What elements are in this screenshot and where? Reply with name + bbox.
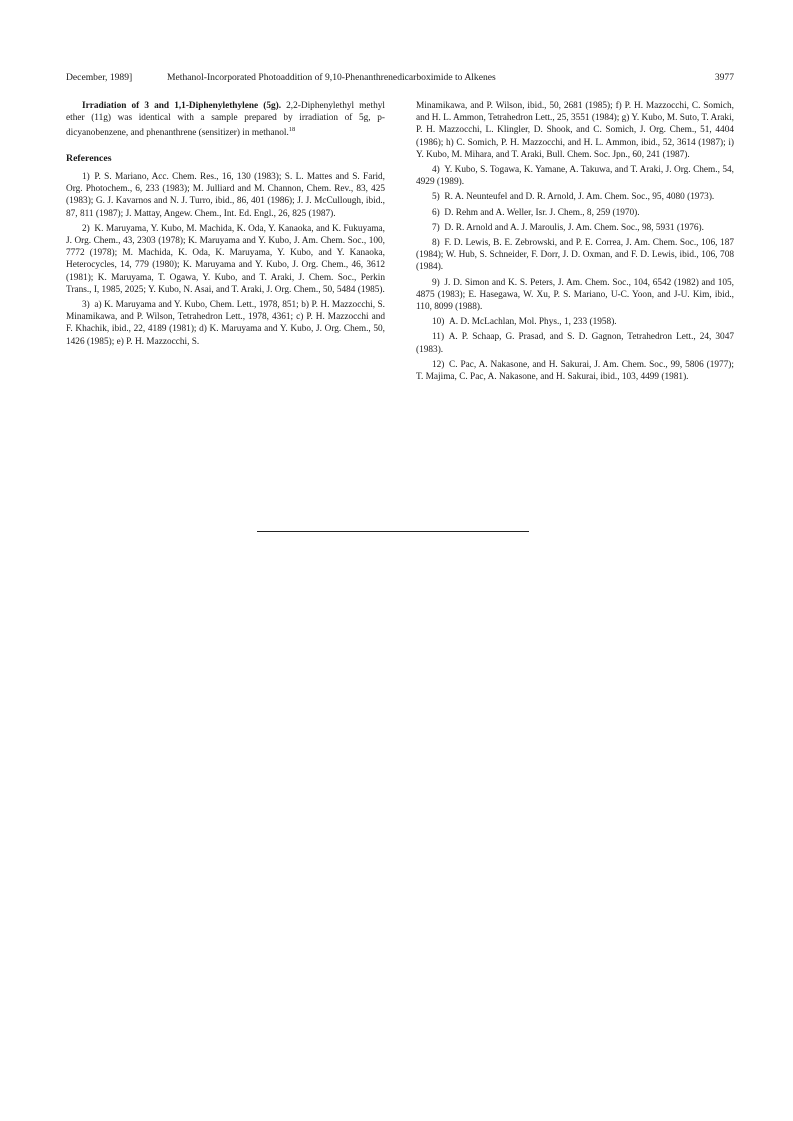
end-of-article-rule (257, 531, 529, 532)
reference-item: 6) D. Rehm and A. Weller, Isr. J. Chem., 8, 259 (1970). (432, 207, 640, 218)
irradiation-text: 2,2-Diphenylethyl methyl ether (11g) was identical with a sample prepared by irradiation of 5g, p-dicyanobenzene, and phenanthrene (sensitizer) in methanol. (66, 101, 385, 139)
irradiation-footnote: 18 (288, 126, 296, 134)
reference-item: 4) Y. Kubo, S. Togawa, K. Yamane, A. Takuwa, and T. Araki, J. Org. Chem., 54, 4929 (1989). (416, 165, 734, 188)
reference-item: 10) A. D. McLachlan, Mol. Phys., 1, 233 (1958). (432, 317, 617, 328)
irradiation-lead: Irradiation of 3 and 1,1-Diphenylethylene (5g). (82, 101, 282, 111)
reference-item: 9) J. D. Simon and K. S. Peters, J. Am. Chem. Soc., 104, 6542 (1982) and 105, 4875 (1983); E. Hasegawa, W. Xu, P. S. Mariano, U-C. Yoon, and J-U. Kim, ibid., 110, 8099 (1988). (416, 277, 734, 313)
reference-item: 7) D. R. Arnold and A. J. Maroulis, J. Am. Chem. Soc., 98, 5931 (1976). (432, 222, 704, 233)
reference-item: 12) C. Pac, A. Nakasone, and H. Sakurai, J. Am. Chem. Soc., 99, 5806 (1977); T. Majima, C. Pac, A. Nakasone, and H. Sakurai, ibid., 103, 4499 (1981). (416, 359, 734, 383)
running-header (66, 71, 734, 85)
reference-item-continued: Minamikawa, and P. Wilson, ibid., 50, 2681 (1985); f) P. H. Mazzocchi, C. Somich, and H. L. Ammon, Tetrahedron Lett., 25, 3551 (1984); g) Y. Kubo, M. Suto, T. Araki, P. H. Mazzocchi, L. Klingler, D. Shook, and C. Somich, J. Org. Chem., 51, 4404 (1986); h) C. Somich, P. H. Mazzocchi, and H. L. Ammon, ibid., 52, 3614 (1987); i) Y. Kubo, M. Mihara, and T. Araki, Bull. Chem. Soc. Jpn., 60, 241 (1987). (416, 101, 734, 160)
reference-item: 1) P. S. Mariano, Acc. Chem. Res., 16, 130 (1983); S. L. Mattes and S. Farid, Org. Photochem., 6, 233 (1983); M. Julliard and M. Channon, Chem. Rev., 83, 425 (1983); G. J. Kavarnos and N. J. Turro, ibid., 86, 401 (1986); J. J. McCullough, ibid., 87, 811 (1987); J. Mattay, Angew. Chem., Int. Ed. Engl., 26, 825 (1987). (66, 171, 385, 219)
right-column (416, 100, 734, 386)
reference-item: 11) A. P. Schaap, G. Prasad, and S. D. Gagnon, Tetrahedron Lett., 24, 3047 (1983). (416, 332, 734, 355)
header-date: December, 1989] (66, 72, 133, 83)
references-heading: References (66, 152, 112, 164)
reference-item: 8) F. D. Lewis, B. E. Zebrowski, and P. E. Correa, J. Am. Chem. Soc., 106, 187 (1984); W. Hub, S. Schneider, F. Dorr, J. D. Oxman, and F. D. Lewis, ibid., 106, 708 (1984). (416, 238, 734, 273)
page-number: 3977 (714, 72, 734, 83)
header-title: Methanol-Incorporated Photoaddition of 9,10-Phenanthrenedicarboximide to Alkenes (167, 72, 496, 83)
reference-item: 3) a) K. Maruyama and Y. Kubo, Chem. Lett., 1978, 851; b) P. H. Mazzocchi, S. Minamikawa, and P. Wilson, Tetrahedron Lett., 1978, 4361; c) P. H. Mazzocchi and F. Khachik, ibid., 22, 4189 (1981); d) K. Maruyama and Y. Kubo, J. Org. Chem., 50, 1426 (1985); e) P. H. Mazzocchi, S. (66, 299, 385, 347)
irradiation-paragraph (66, 100, 385, 140)
left-column (66, 100, 385, 351)
reference-item: 2) K. Maruyama, Y. Kubo, M. Machida, K. Oda, Y. Kanaoka, and K. Fukuyama, J. Org. Chem., 43, 2303 (1978); K. Maruyama and Y. Kubo, J. Am. Chem. Soc., 100, 7772 (1978); M. Machida, K. Oda, K. Maruyama, Y. Kubo, and Y. Kanaoka, Heterocycles, 14, 779 (1980); K. Maruyama and Y. Kubo, J. Org. Chem., 46, 3612 (1981); K. Maruyama, T. Ogawa, Y. Kubo, and T. Araki, J. Chem. Soc., Perkin Trans., I, 1985, 2025; Y. Kubo, N. Asai, and T. Araki, J. Org. Chem., 50, 5484 (1985). (66, 223, 385, 295)
reference-item: 5) R. A. Neunteufel and D. R. Arnold, J. Am. Chem. Soc., 95, 4080 (1973). (432, 192, 715, 203)
